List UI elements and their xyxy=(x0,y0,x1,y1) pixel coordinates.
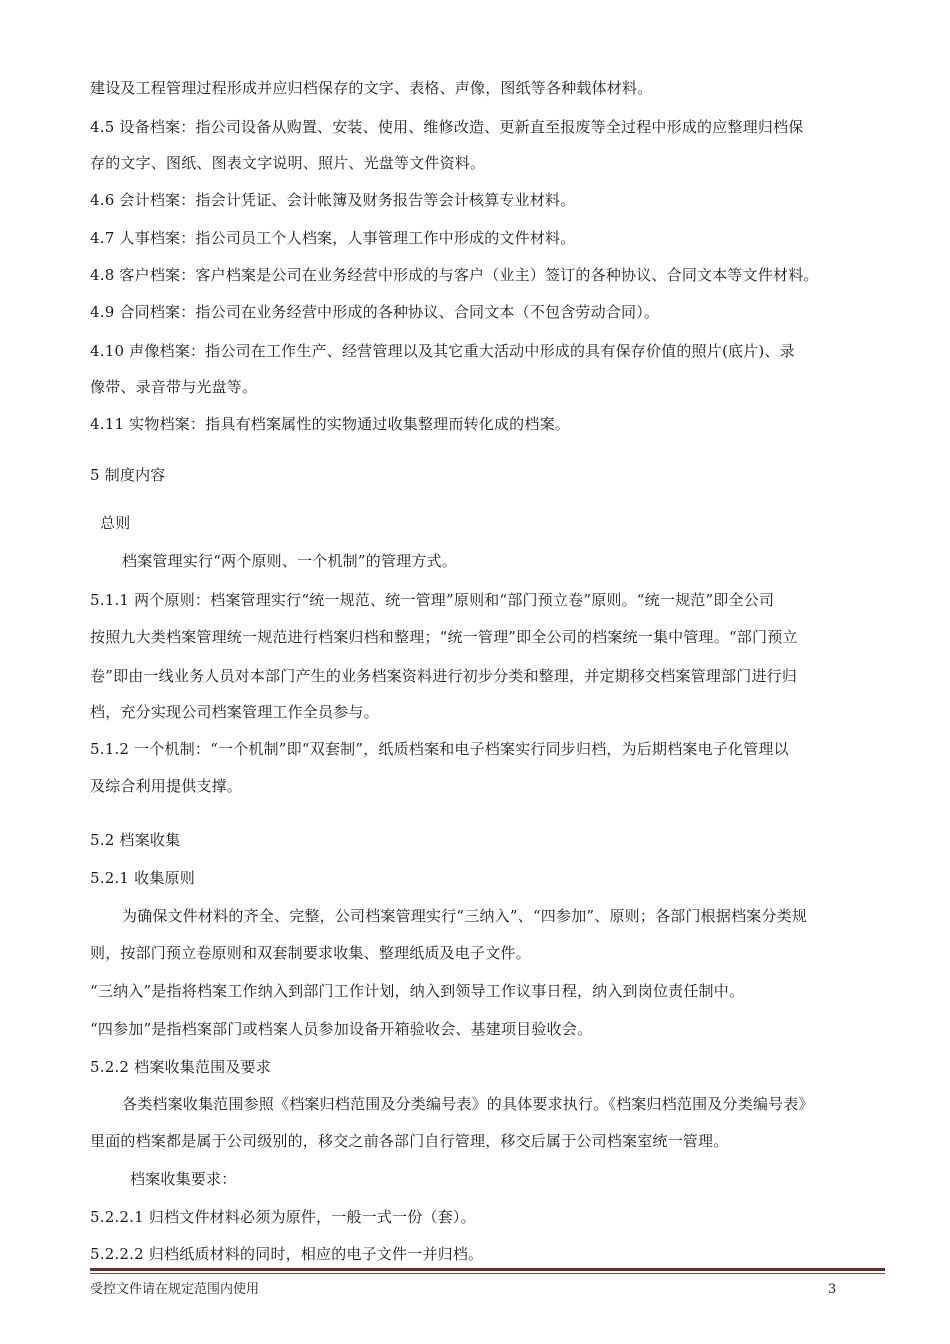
clause-5-2-2-1: 5.2.2.1 归档文件材料必须为原件，一般一式一份（套）。 xyxy=(90,1208,476,1226)
footer-notice: 受控文件请在规定范围内使用 xyxy=(90,1282,260,1297)
body-line: 档，充分实现公司档案管理工作全员参与。 xyxy=(90,703,379,721)
section-heading-5-2: 5.2 档案收集 xyxy=(90,831,181,849)
definition-4-9: 4.9 合同档案：指公司在业务经营中形成的各种协议、合同文本（不包含劳动合同）。 xyxy=(90,303,660,321)
section-heading-5: 5 制度内容 xyxy=(90,466,166,484)
body-line: 建设及工程管理过程形成并应归档保存的文字、表格、声像，图纸等各种载体材料。 xyxy=(90,79,653,97)
clause-5-2-2: 5.2.2 档案收集范围及要求 xyxy=(90,1058,271,1076)
body-line: 存的文字、图纸、图表文字说明、照片、光盘等文件资料。 xyxy=(90,154,486,172)
clause-5-1-1: 5.1.1 两个原则：档案管理实行“统一规范、统一管理”原则和“部门预立卷”原则。“统一规范”即全公司 xyxy=(90,591,775,609)
footer-rule-thin xyxy=(90,1273,885,1274)
body-line: 里面的档案都是属于公司级别的，移交之前各部门自行管理，移交后属于公司档案室统一管理。 xyxy=(90,1132,729,1150)
definition-4-5: 4.5 设备档案：指公司设备从购置、安装、使用、维修改造、更新直至报废等全过程中形成的应整理归档保 xyxy=(90,118,804,136)
clause-5-1-2: 5.1.2 一个机制：“一个机制”即“双套制”，纸质档案和电子档案实行同步归档，为后期档案电子化管理以 xyxy=(90,740,789,758)
body-line: 像带、录音带与光盘等。 xyxy=(90,378,258,396)
subsection-heading-general: 总则 xyxy=(100,514,131,532)
body-paragraph: 档案收集要求： xyxy=(130,1170,237,1188)
definition-4-10: 4.10 声像档案：指公司在工作生产、经营管理以及其它重大活动中形成的具有保存价值的照片(底片)、录 xyxy=(90,342,795,360)
footer-rule xyxy=(90,1268,885,1271)
body-paragraph: 为确保文件材料的齐全、完整，公司档案管理实行“三纳入”、“四参加”、原则；各部门根据档案分类规 xyxy=(122,907,808,925)
body-line: 按照九大类档案管理统一规范进行档案归档和整理；“统一管理”即全公司的档案统一集中管理。“部门预立 xyxy=(90,628,798,646)
body-line: 则，按部门预立卷原则和双套制要求收集、整理纸质及电子文件。 xyxy=(90,944,531,962)
body-paragraph: 各类档案收集范围参照《档案归档范围及分类编号表》的具体要求执行。《档案归档范围及分类编号表》 xyxy=(122,1095,814,1113)
body-line: 及综合利用提供支撑。 xyxy=(90,777,243,795)
clause-5-2-2-2: 5.2.2.2 归档纸质材料的同时，相应的电子文件一并归档。 xyxy=(90,1245,484,1263)
page-number: 3 xyxy=(828,1282,837,1297)
body-line: “三纳入”是指将档案工作纳入到部门工作计划，纳入到领导工作议事日程，纳入到岗位责任制中。 xyxy=(90,982,745,1000)
body-line: 卷”即由一线业务人员对本部门产生的业务档案资料进行初步分类和整理，并定期移交档案管理部门进行归 xyxy=(90,667,798,685)
definition-4-6: 4.6 会计档案：指会计凭证、会计帐簿及财务报告等会计核算专业材料。 xyxy=(90,191,576,209)
definition-4-7: 4.7 人事档案：指公司员工个人档案，人事管理工作中形成的文件材料。 xyxy=(90,229,576,247)
definition-4-11: 4.11 实物档案：指具有档案属性的实物通过收集整理而转化成的档案。 xyxy=(90,415,570,433)
body-line: “四参加”是指档案部门或档案人员参加设备开箱验收会、基建项目验收会。 xyxy=(90,1020,593,1038)
body-paragraph: 档案管理实行“两个原则、一个机制”的管理方式。 xyxy=(122,552,457,570)
definition-4-8: 4.8 客户档案：客户档案是公司在业务经营中形成的与客户（业主）签订的各种协议、合同文本等文件材料。 xyxy=(90,266,819,284)
clause-5-2-1: 5.2.1 收集原则 xyxy=(90,869,195,887)
